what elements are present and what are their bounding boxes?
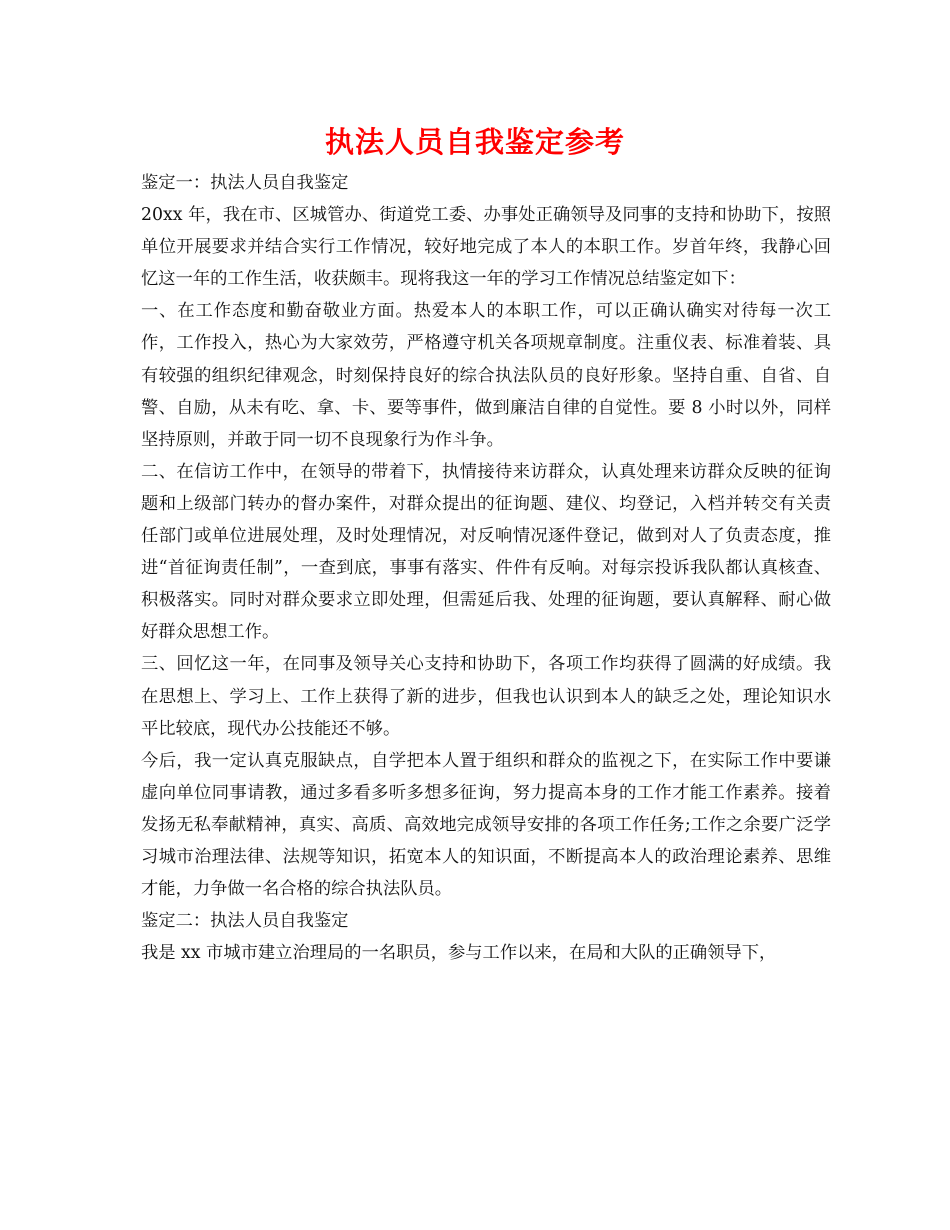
paragraph-point-1: 一、在工作态度和勤奋敬业方面。热爱本人的本职工作，可以正确认确实对待每一次工作，工作投入，热心为大家效劳，严格遵守机关各项规章制度。注重仪表、标准着装、具有较强的组织纪律观念，时刻保持良好的综合执法队员的良好形象。坚持自重、自省、自警、自励，从未有吃、拿、卡、要等事件，做到廉洁自律的自觉性。要 8 小时以外，同样坚持原则，并敢于同一切不良现象行为作斗争。: [141, 301, 831, 450]
paragraph-point-2: 二、在信访工作中，在领导的带着下，执情接待来访群众，认真处理来访群众反映的征询题和上级部门转办的督办案件，对群众提出的征询题、建仪、均登记，入档并转交有关责任部门或单位进展处理，及时处理情况，对反响情况逐件登记，做到对人了负责态度，推进“首征询责任制”，一查到底，事事有落实、件件有反响。对每宗投诉我队都认真核查、积极落实。同时对群众要求立即处理，但需延后我、处理的征询题，要认真解释、耐心做好群众思想工作。: [141, 461, 831, 643]
section-heading-1: 鉴定一：执法人员自我鉴定: [141, 173, 349, 193]
paragraph-point-3: 三、回忆这一年，在同事及领导关心支持和协助下，各项工作均获得了圆满的好成绩。我在思想上、学习上、工作上获得了新的进步，但我也认识到本人的缺乏之处，理论知识水平比较底，现代办公技能还不够。: [141, 654, 831, 739]
document-body: [141, 167, 831, 969]
section-heading-2: 鉴定二：执法人员自我鉴定: [141, 911, 349, 932]
document-title: 执法人员自我鉴定参考: [324, 125, 625, 159]
paragraph-intro: 20xx 年，我在市、区城管办、街道党工委、办事处正确领导及同事的支持和协助下，按照单位开展要求并结合实行工作情况，较好地完成了本人的本职工作。岁首年终，我静心回忆这一年的工作生活，收获颇丰。现将我这一年的学习工作情况总结鉴定如下：: [141, 205, 831, 290]
paragraph-future: 今后，我一定认真克服缺点，自学把本人置于组织和群众的监视之下，在实际工作中要谦虚向单位同事请教，通过多看多听多想多征询，努力提高本身的工作才能工作素养。接着发扬无私奉献精神，真实、高质、高效地完成领导安排的各项工作任务;工作之余要广泛学习城市治理法律、法规等知识，拓宽本人的知识面，不断提高本人的政治理论素养、思维才能，力争做一名合格的综合执法队员。: [141, 750, 831, 900]
paragraph-section-2-start: 我是 xx 市城市建立治理局的一名职员，参与工作以来，在局和大队的正确领导下，: [141, 943, 777, 964]
